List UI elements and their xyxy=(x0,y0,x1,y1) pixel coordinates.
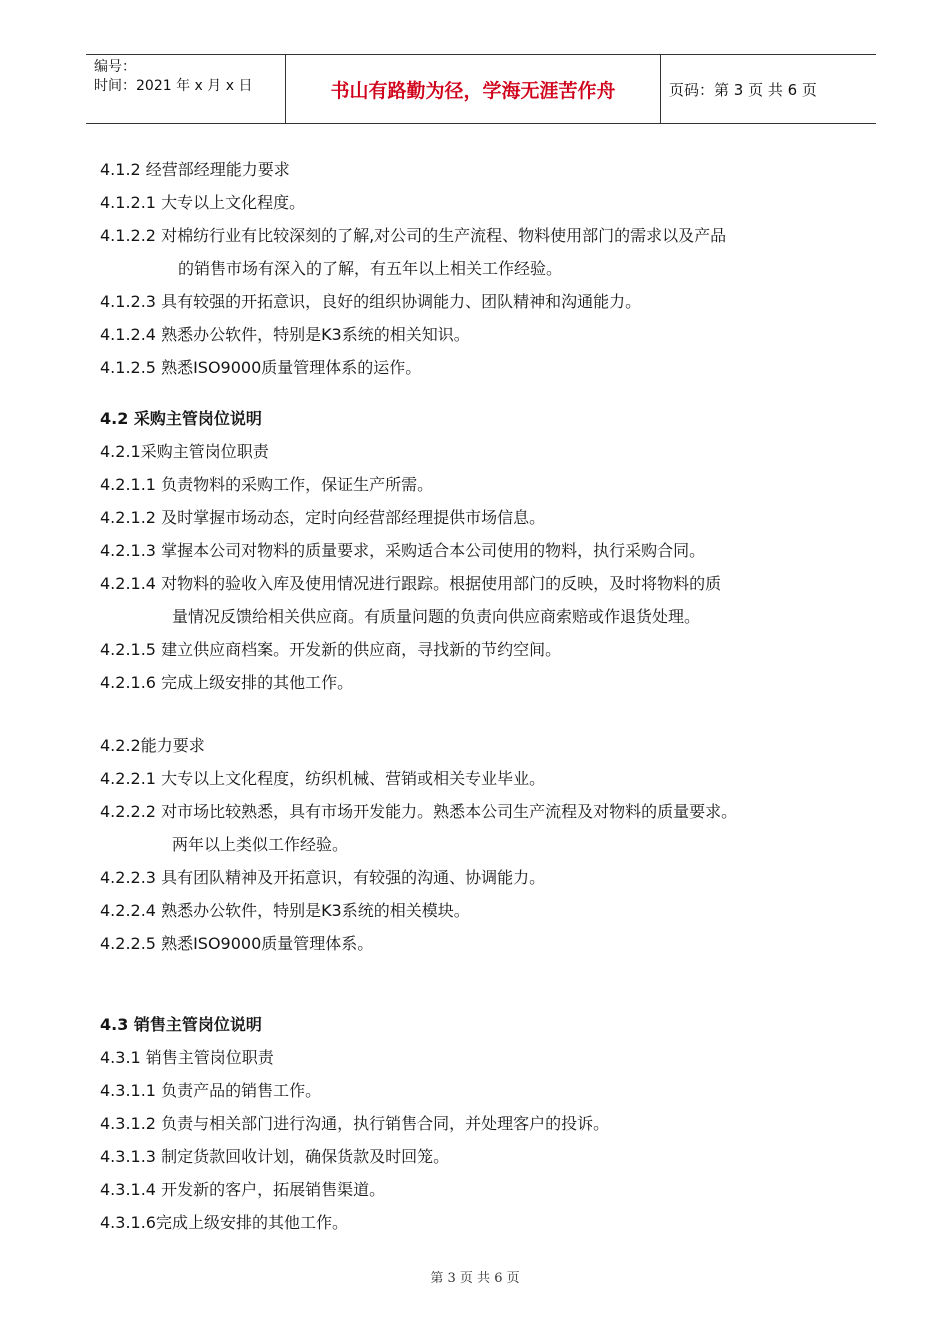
paragraph-4-2-2-2-continued: 两年以上类似工作经验。 xyxy=(172,835,349,854)
section-4-3-heading: 4.3 销售主管岗位说明 xyxy=(100,1015,262,1034)
document-body xyxy=(100,153,880,1239)
document-date-label: 时间：2021 年 x 月 x 日 xyxy=(94,78,253,94)
paragraph-4-2-1-1: 4.2.1.1 负责物料的采购工作，保证生产所需。 xyxy=(100,475,434,494)
section-4-3-1-heading: 4.3.1 销售主管岗位职责 xyxy=(100,1048,274,1067)
paragraph-4-2-1-4-continued: 量情况反馈给相关供应商。有质量问题的负责向供应商索赔或作退货处理。 xyxy=(172,607,701,626)
paragraph-4-2-1-6: 4.2.1.6 完成上级安排的其他工作。 xyxy=(100,673,354,692)
paragraph-4-2-2-3: 4.2.2.3 具有团队精神及开拓意识，有较强的沟通、协调能力。 xyxy=(100,868,546,887)
paragraph-4-2-2-1: 4.2.2.1 大专以上文化程度，纺织机械、营销或相关专业毕业。 xyxy=(100,769,546,788)
paragraph-4-1-2-2-continued: 的销售市场有深入的了解，有五年以上相关工作经验。 xyxy=(178,259,563,278)
header-motto: 书山有路勤为径，学海无涯苦作舟 xyxy=(286,55,661,123)
paragraph-4-3-1-2: 4.3.1.2 负责与相关部门进行沟通，执行销售合同，并处理客户的投诉。 xyxy=(100,1114,610,1133)
paragraph-4-3-1-3: 4.3.1.3 制定货款回收计划，确保货款及时回笼。 xyxy=(100,1147,450,1166)
paragraph-4-1-2-1: 4.1.2.1 大专以上文化程度。 xyxy=(100,193,306,212)
paragraph-4-2-2-2: 4.2.2.2 对市场比较熟悉，具有市场开发能力。熟悉本公司生产流程及对物料的质量要求。 xyxy=(100,802,738,821)
paragraph-4-2-1-3: 4.2.1.3 掌握本公司对物料的质量要求，采购适合本公司使用的物料，执行采购合同。 xyxy=(100,541,706,560)
paragraph-4-2-1-5: 4.2.1.5 建立供应商档案。开发新的供应商，寻找新的节约空间。 xyxy=(100,640,562,659)
paragraph-4-1-2-3: 4.1.2.3 具有较强的开拓意识，良好的组织协调能力、团队精神和沟通能力。 xyxy=(100,292,642,311)
section-4-2-heading: 4.2 采购主管岗位说明 xyxy=(100,409,262,428)
paragraph-4-2-2-4: 4.2.2.4 熟悉办公软件，特别是K3系统的相关模块。 xyxy=(100,901,470,920)
paragraph-4-2-1-2: 4.2.1.2 及时掌握市场动态，定时向经营部经理提供市场信息。 xyxy=(100,508,546,527)
paragraph-4-1-2-4: 4.1.2.4 熟悉办公软件，特别是K3系统的相关知识。 xyxy=(100,325,470,344)
paragraph-4-1-2-2: 4.1.2.2 对棉纺行业有比较深刻的了解,对公司的生产流程、物料使用部门的需求以及产品 xyxy=(100,226,727,245)
header-meta xyxy=(86,55,286,123)
page-header xyxy=(86,54,876,124)
paragraph-4-2-1-4: 4.2.1.4 对物料的验收入库及使用情况进行跟踪。根据使用部门的反映，及时将物料的质 xyxy=(100,574,722,593)
paragraph-4-3-1-4: 4.3.1.4 开发新的客户，拓展销售渠道。 xyxy=(100,1180,386,1199)
header-page-number: 页码：第 3 页 共 6 页 xyxy=(669,80,817,99)
section-4-2-1-heading: 4.2.1采购主管岗位职责 xyxy=(100,442,269,461)
paragraph-4-1-2-5: 4.1.2.5 熟悉ISO9000质量管理体系的运作。 xyxy=(100,358,422,377)
page-footer: 第 3 页 共 6 页 xyxy=(430,1271,520,1286)
paragraph-4-2-2-5: 4.2.2.5 熟悉ISO9000质量管理体系。 xyxy=(100,934,374,953)
document-number-label: 编号： xyxy=(94,59,136,75)
section-4-1-2-heading: 4.1.2 经营部经理能力要求 xyxy=(100,160,290,179)
section-4-2-2-heading: 4.2.2能力要求 xyxy=(100,736,205,755)
paragraph-4-3-1-6: 4.3.1.6完成上级安排的其他工作。 xyxy=(100,1213,348,1232)
paragraph-4-3-1-1: 4.3.1.1 负责产品的销售工作。 xyxy=(100,1081,322,1100)
